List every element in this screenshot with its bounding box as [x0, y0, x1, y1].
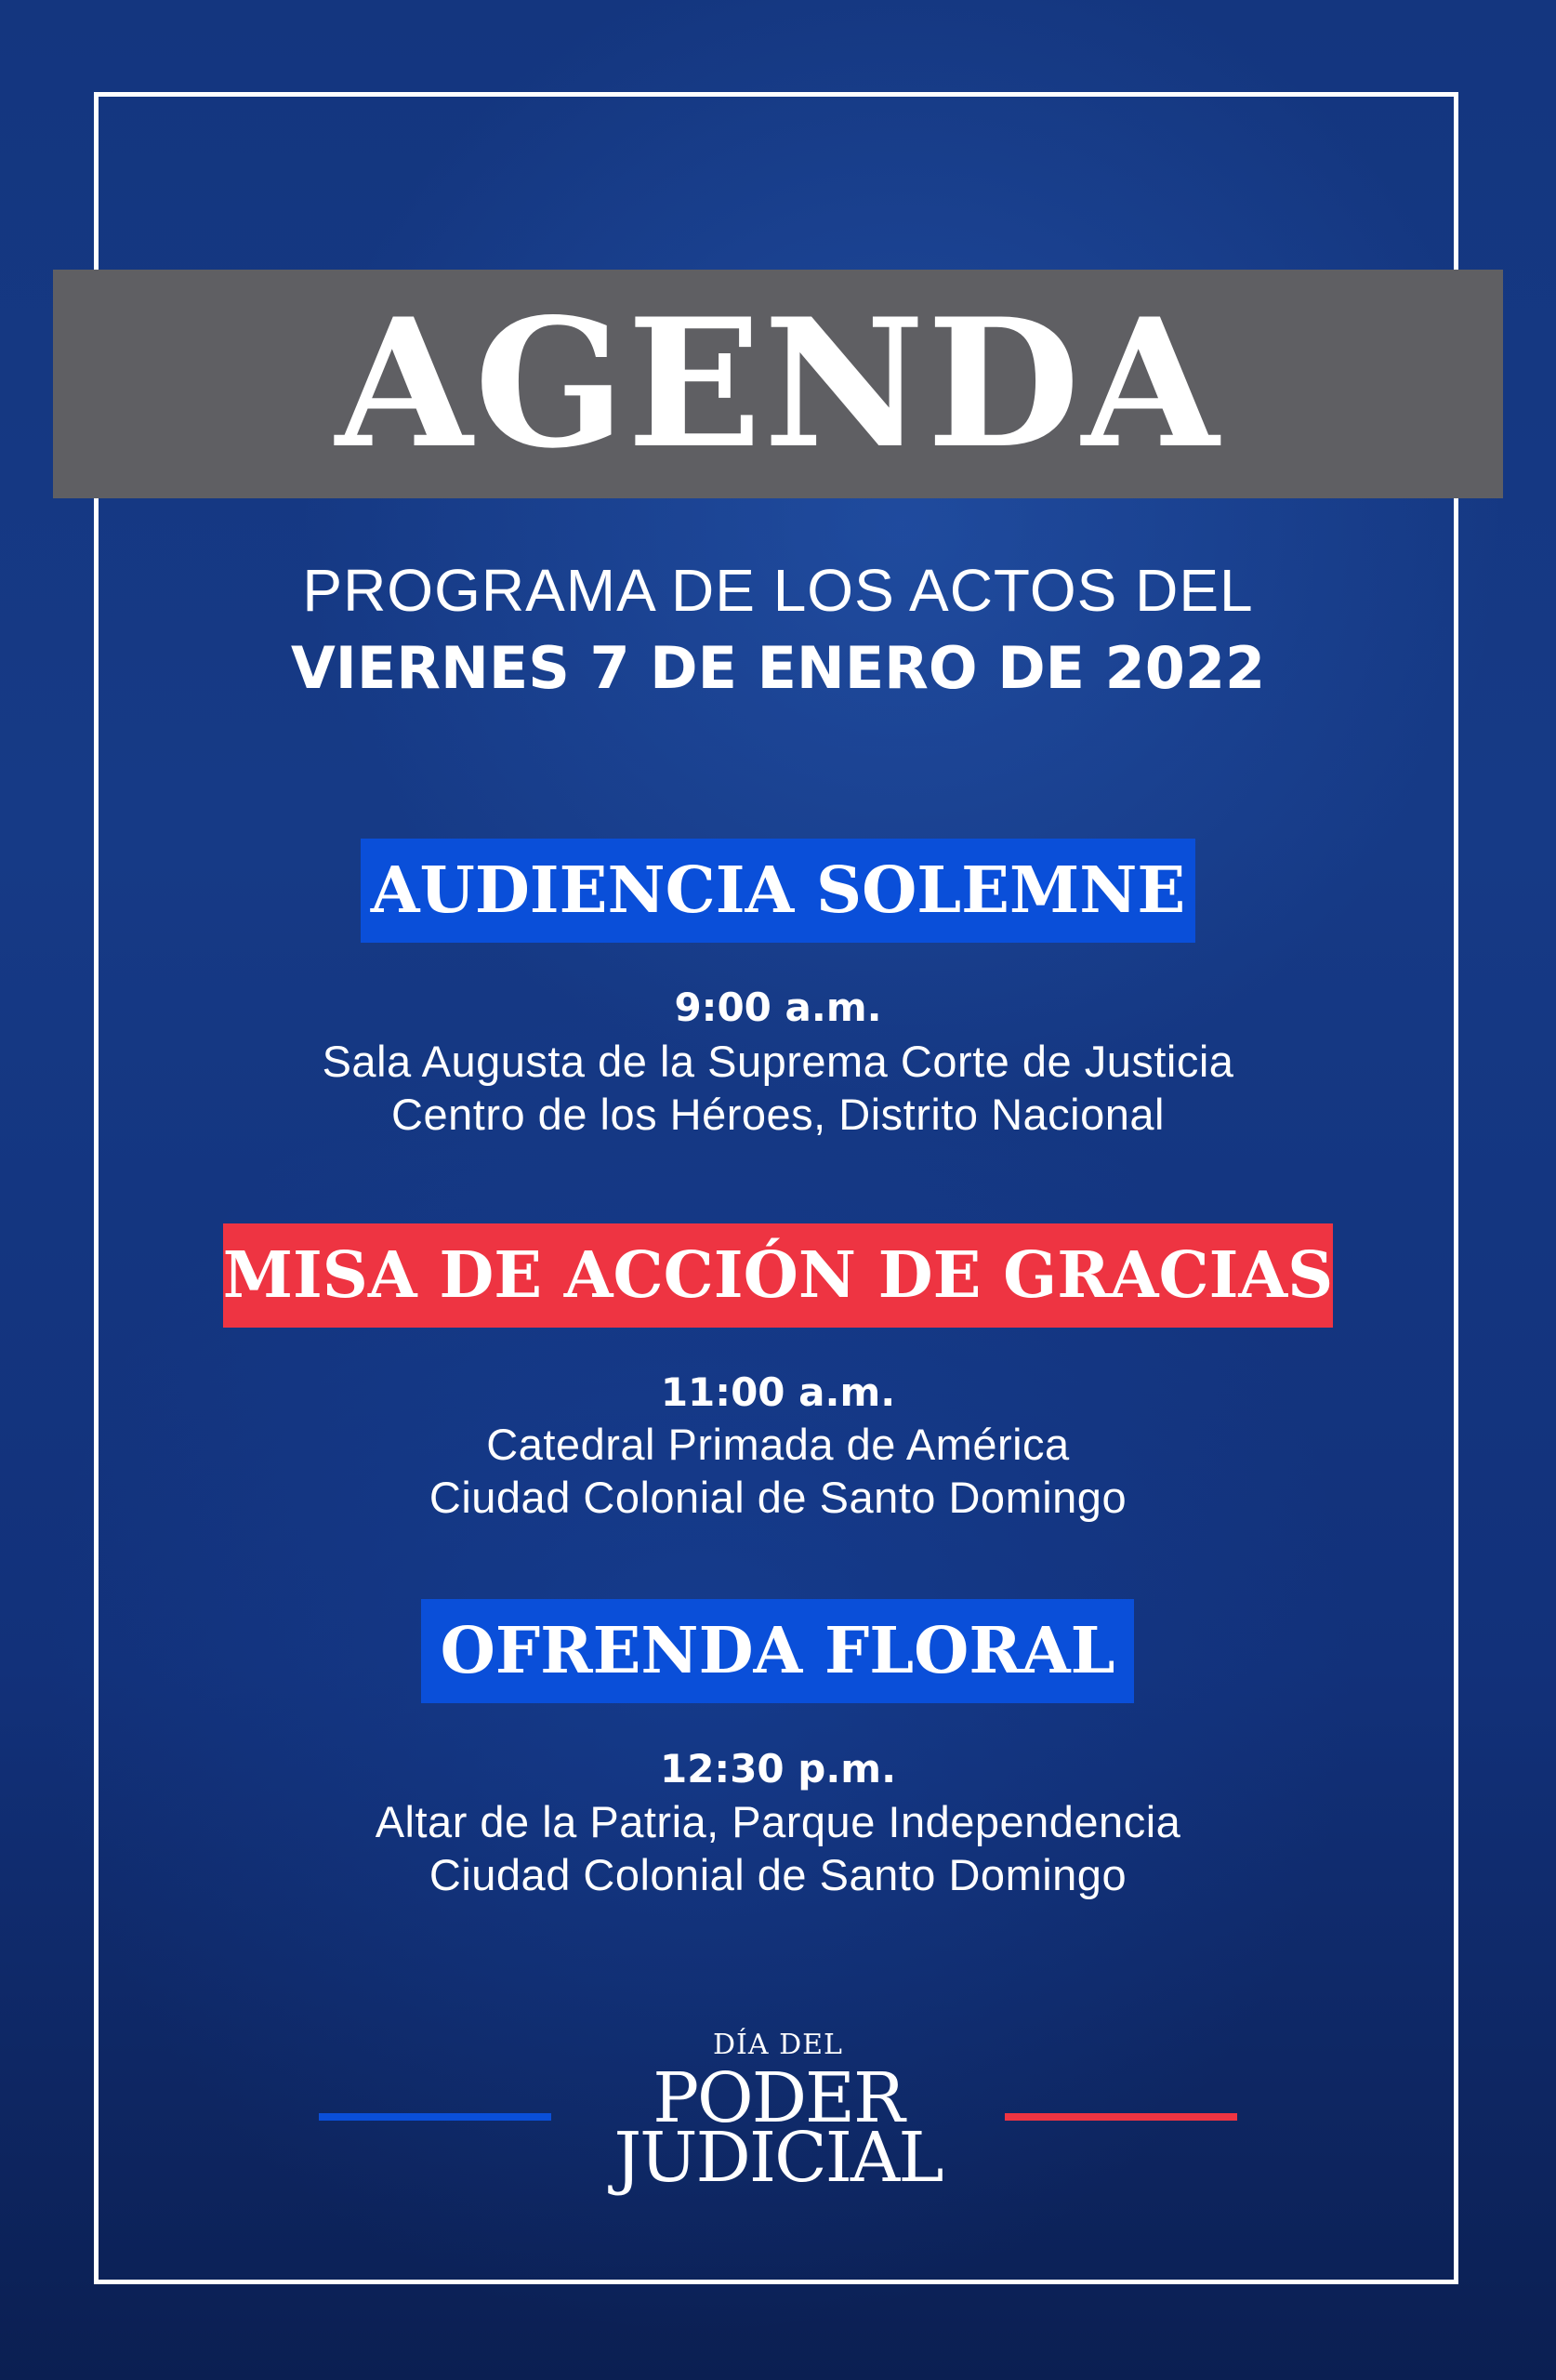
blue-divider-line [319, 2113, 551, 2121]
event-place-line2: Centro de los Héroes, Distrito Nacional [391, 1090, 1165, 1139]
event-time: 11:00 a.m. [660, 1369, 896, 1415]
subtitle-line1: PROGRAMA DE LOS ACTOS DEL [302, 557, 1254, 624]
logo-line2: PODER [653, 2058, 903, 2138]
red-divider-line [1005, 2113, 1237, 2121]
event-place-line1: Catedral Primada de América [486, 1420, 1070, 1469]
page-title: AGENDA [335, 280, 1221, 487]
event-place-line1: Altar de la Patria, Parque Independencia [375, 1797, 1181, 1846]
event-banner-ofrenda: OFRENDA FLORAL [421, 1599, 1134, 1703]
logo-line3: JUDICIAL [613, 2118, 943, 2198]
title-band [53, 270, 1503, 498]
event-time: 9:00 a.m. [674, 985, 882, 1030]
logo-line1: DÍA DEL [713, 2029, 843, 2061]
poder-judicial-logo [592, 2027, 964, 2198]
event-place-line2: Ciudad Colonial de Santo Domingo [429, 1473, 1127, 1522]
event-banner-audiencia: AUDIENCIA SOLEMNE [361, 839, 1195, 943]
event-time: 12:30 p.m. [659, 1746, 897, 1792]
event-place-line2: Ciudad Colonial de Santo Domingo [429, 1850, 1127, 1899]
subtitle-date: VIERNES 7 DE ENERO DE 2022 [290, 634, 1266, 702]
event-place-line1: Sala Augusta de la Suprema Corte de Justicia [322, 1037, 1234, 1086]
event-banner-misa: MISA DE ACCIÓN DE GRACIAS [223, 1223, 1333, 1328]
